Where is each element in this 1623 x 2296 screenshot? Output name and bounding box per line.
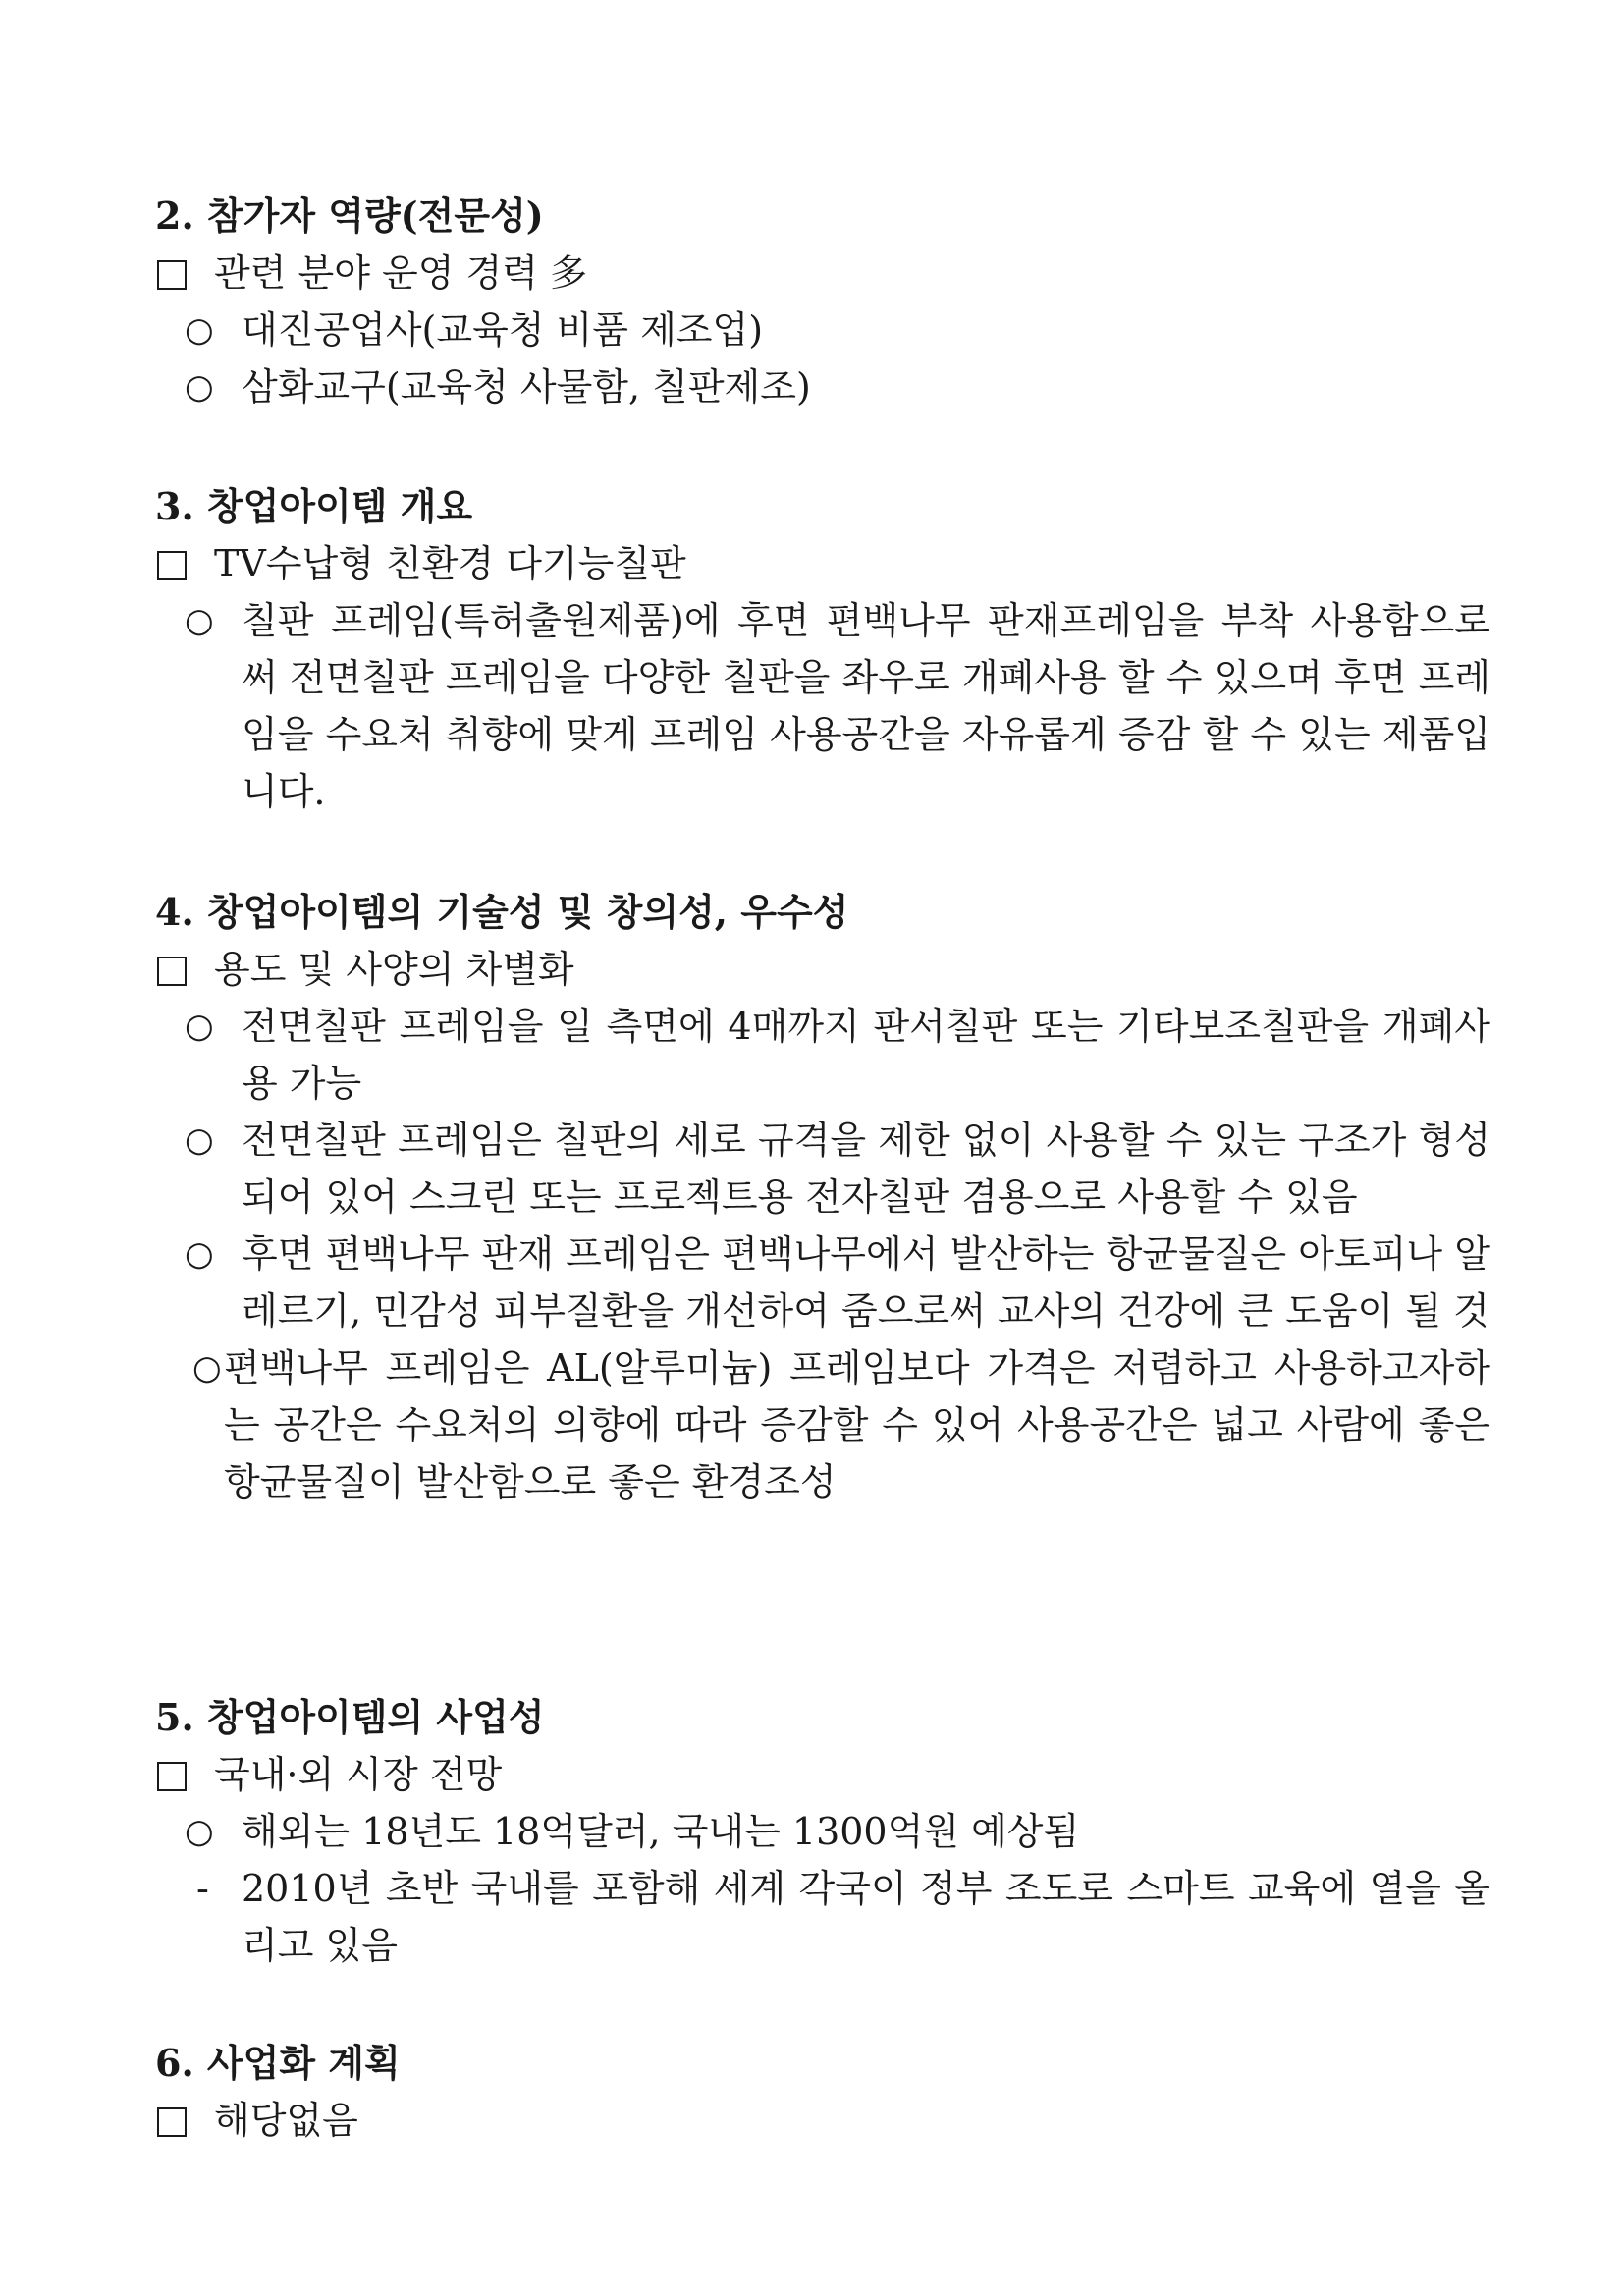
checkbox-square-icon [157, 260, 187, 290]
bullet-text: 후면 편백나무 판재 프레임은 편백나무에서 발산하는 항균물질은 아토피나 알레르기, 민감성 피부질환을 개선하여 줌으로써 교사의 건강에 큰 도움이 될 것 [242, 1232, 1490, 1333]
section-2 [155, 188, 1490, 415]
checkbox-line [155, 941, 1490, 998]
circle-bullet-icon: ○ [185, 1812, 214, 1851]
bullet-item [155, 998, 1490, 1112]
bullet-text: 전면칠판 프레임을 일 측면에 4매까지 판서칠판 또는 기타보조칠판을 개폐사용 가능 [242, 1005, 1490, 1105]
checkbox-square-icon [157, 1762, 187, 1791]
checkbox-line [155, 2092, 1490, 2149]
section-heading: 4. 창업아이템의 기술성 및 창의성, 우수성 [155, 890, 849, 934]
checkbox-line [155, 535, 1490, 592]
bullet-item [155, 301, 1490, 358]
section-4 [155, 884, 1490, 1510]
section-5 [155, 1689, 1490, 1974]
bullet-text: 삼화교구(교육청 사물함, 칠판제조) [242, 365, 811, 409]
circle-bullet-icon: ○ [185, 1007, 214, 1046]
bullet-item [155, 1339, 1490, 1510]
checkbox-label: 관련 분야 운영 경력 多 [214, 251, 587, 295]
bullet-item [155, 358, 1490, 415]
checkbox-label: 국내·외 시장 전망 [214, 1753, 503, 1796]
dash-text: 2010년 초반 국내를 포함해 세계 각국이 정부 조도로 스마트 교육에 열을 올리고 있음 [242, 1867, 1490, 1967]
bullet-text: 대진공업사(교육청 비품 제조업) [242, 308, 764, 352]
circle-bullet-icon: ○ [192, 1348, 222, 1388]
circle-bullet-icon: ○ [185, 310, 214, 350]
checkbox-label: TV수납형 친환경 다기능칠판 [214, 542, 686, 585]
bullet-text: 편백나무 프레임은 AL(알루미늄) 프레임보다 가격은 저렴하고 사용하고자하는 공간은 수요처의 의향에 따라 증감할 수 있어 사용공간은 넓고 사람에 좋은 항균물질이 발산함으로 좋은 환경조성 [224, 1346, 1490, 1503]
checkbox-square-icon [157, 957, 187, 986]
checkbox-label: 용도 및 사양의 차별화 [214, 948, 574, 991]
section-heading: 3. 창업아이템 개요 [155, 484, 473, 528]
section-6 [155, 2035, 1490, 2149]
bullet-item [155, 1112, 1490, 1226]
circle-bullet-icon: ○ [185, 1234, 214, 1274]
circle-bullet-icon: ○ [185, 1121, 214, 1160]
bullet-item [155, 592, 1490, 820]
section-3 [155, 478, 1490, 820]
dash-bullet-icon: - [196, 1867, 209, 1910]
bullet-text: 해외는 18년도 18억달러, 국내는 1300억원 예상됨 [242, 1810, 1080, 1853]
circle-bullet-icon: ○ [185, 367, 214, 407]
circle-bullet-icon: ○ [185, 601, 214, 640]
section-heading: 5. 창업아이템의 사업성 [155, 1695, 545, 1739]
section-heading: 6. 사업화 계획 [155, 2041, 401, 2085]
checkbox-label: 해당없음 [214, 2099, 358, 2142]
checkbox-line [155, 1746, 1490, 1803]
bullet-item [155, 1803, 1490, 1860]
bullet-item [155, 1226, 1490, 1339]
checkbox-square-icon [157, 551, 187, 580]
checkbox-square-icon [157, 2107, 187, 2137]
bullet-text: 칠판 프레임(특허출원제품)에 후면 편백나무 판재프레임을 부착 사용함으로써 전면칠판 프레임을 다양한 칠판을 좌우로 개폐사용 할 수 있으며 후면 프레임을 수요처 취향에 맞게 프레임 사용공간을 자유롭게 증감 할 수 있는 제품입니다. [242, 599, 1490, 813]
section-heading: 2. 참가자 역량(전문성) [155, 193, 544, 238]
bullet-text: 전면칠판 프레임은 칠판의 세로 규격을 제한 없이 사용할 수 있는 구조가 형성되어 있어 스크린 또는 프로젝트용 전자칠판 겸용으로 사용할 수 있음 [242, 1119, 1490, 1219]
dash-item [155, 1860, 1490, 1974]
checkbox-line [155, 245, 1490, 301]
